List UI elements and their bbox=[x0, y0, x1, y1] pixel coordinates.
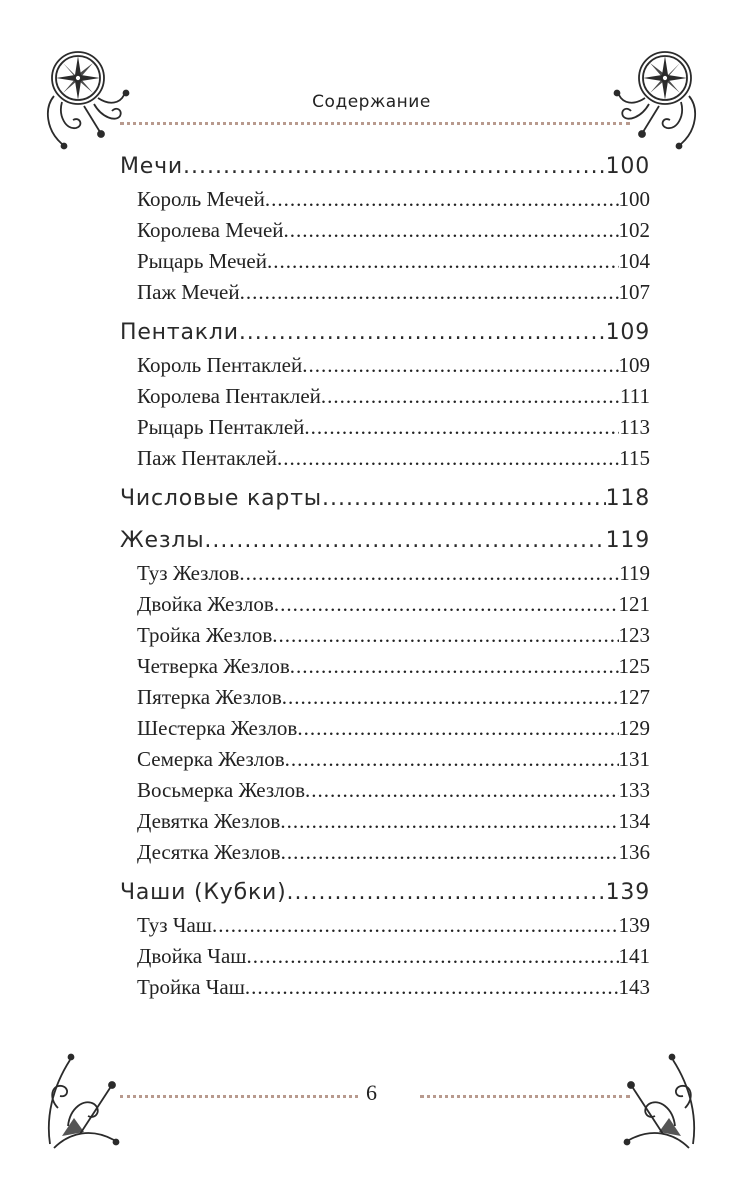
dot-leader bbox=[297, 713, 618, 744]
toc-section bbox=[120, 482, 650, 516]
toc-entry-title: Король Пентаклей bbox=[137, 353, 303, 377]
toc-entry-title: Восьмерка Жезлов bbox=[137, 778, 306, 802]
toc-entry-title: Шестерка Жезлов bbox=[137, 716, 298, 740]
toc-entry-page: 109 bbox=[618, 353, 650, 377]
toc-entry[interactable] bbox=[120, 558, 650, 589]
toc-entry-page: 136 bbox=[618, 840, 650, 864]
toc-entry-page: 131 bbox=[618, 747, 650, 771]
toc-entry-page: 139 bbox=[618, 913, 650, 937]
toc-section-heading[interactable] bbox=[120, 150, 650, 184]
toc-entry-title: Тройка Жезлов bbox=[137, 623, 273, 647]
toc-entry-title: Паж Мечей bbox=[137, 280, 240, 304]
toc-section-heading[interactable] bbox=[120, 876, 650, 910]
toc-entry-title: Король Мечей bbox=[137, 187, 265, 211]
dot-leader bbox=[305, 775, 618, 806]
toc-entry-page: 143 bbox=[618, 975, 650, 999]
toc-entry[interactable] bbox=[120, 972, 650, 1003]
toc-entry-title: Двойка Чаш bbox=[137, 944, 247, 968]
toc-entry[interactable] bbox=[120, 277, 650, 308]
toc-entry-title: Рыцарь Пентаклей bbox=[137, 415, 305, 439]
toc-entry-page: 134 bbox=[618, 809, 650, 833]
toc-entry-page: 123 bbox=[618, 623, 650, 647]
running-header-title: Содержание bbox=[312, 92, 431, 112]
dot-leader bbox=[204, 524, 605, 558]
dot-leader bbox=[321, 381, 620, 412]
dot-leader bbox=[284, 215, 619, 246]
dot-leader bbox=[212, 910, 619, 941]
toc-entry[interactable] bbox=[120, 744, 650, 775]
toc-entry-page: 127 bbox=[618, 685, 650, 709]
dot-leader bbox=[239, 316, 606, 350]
toc-entry-page: 121 bbox=[618, 592, 650, 616]
dot-leader bbox=[285, 744, 619, 775]
header-divider bbox=[120, 122, 630, 125]
toc-section-title: Чаши (Кубки) bbox=[120, 880, 287, 905]
dot-leader bbox=[274, 589, 619, 620]
section-gap bbox=[120, 474, 650, 482]
toc-entry-title: Семерка Жезлов bbox=[137, 747, 285, 771]
toc-entry-title: Пятерка Жезлов bbox=[137, 685, 282, 709]
toc-entry-title: Туз Чаш bbox=[137, 913, 212, 937]
toc-section-page: 139 bbox=[605, 880, 650, 905]
toc-entry[interactable] bbox=[120, 806, 650, 837]
toc-entry-title: Королева Пентаклей bbox=[137, 384, 321, 408]
toc-section-title: Пентакли bbox=[120, 320, 239, 345]
toc-entry[interactable] bbox=[120, 381, 650, 412]
toc-entry[interactable] bbox=[120, 713, 650, 744]
toc-entry[interactable] bbox=[120, 589, 650, 620]
toc-entry-page: 141 bbox=[618, 944, 650, 968]
toc-entry-page: 125 bbox=[618, 654, 650, 678]
toc-entry[interactable] bbox=[120, 941, 650, 972]
dot-leader bbox=[277, 443, 619, 474]
toc-entry-page: 119 bbox=[619, 561, 650, 585]
toc-section-heading[interactable] bbox=[120, 524, 650, 558]
dot-leader bbox=[302, 350, 618, 381]
toc-entry-title: Туз Жезлов bbox=[137, 561, 240, 585]
dot-leader bbox=[290, 651, 619, 682]
toc-entry[interactable] bbox=[120, 412, 650, 443]
toc-entry-page: 129 bbox=[618, 716, 650, 740]
toc-entry[interactable] bbox=[120, 443, 650, 474]
toc-section-title: Числовые карты bbox=[120, 486, 322, 511]
dot-leader bbox=[267, 246, 619, 277]
toc-section-title: Жезлы bbox=[120, 528, 205, 553]
toc-entry-page: 107 bbox=[618, 280, 650, 304]
toc-section-page: 118 bbox=[605, 486, 650, 511]
toc-entry-title: Девятка Жезлов bbox=[137, 809, 281, 833]
dot-leader bbox=[239, 558, 619, 589]
toc-entry-page: 113 bbox=[619, 415, 650, 439]
toc-entry[interactable] bbox=[120, 682, 650, 713]
toc-entry[interactable] bbox=[120, 910, 650, 941]
toc-entry-page: 133 bbox=[618, 778, 650, 802]
toc-entry[interactable] bbox=[120, 620, 650, 651]
toc-entry-page: 104 bbox=[618, 249, 650, 273]
toc-entry-title: Рыцарь Мечей bbox=[137, 249, 267, 273]
footer-divider-right bbox=[420, 1095, 630, 1098]
toc-section-page: 119 bbox=[605, 528, 650, 553]
section-gap bbox=[120, 516, 650, 524]
toc-section-title: Мечи bbox=[120, 154, 184, 179]
dot-leader bbox=[280, 806, 618, 837]
page-number: 6 bbox=[366, 1080, 377, 1105]
toc-entry-page: 115 bbox=[619, 446, 650, 470]
dot-leader bbox=[281, 837, 619, 868]
dot-leader bbox=[272, 620, 618, 651]
table-of-contents bbox=[120, 150, 650, 1003]
toc-entry-page: 102 bbox=[618, 218, 650, 242]
toc-section-heading[interactable] bbox=[120, 316, 650, 350]
dot-leader bbox=[282, 682, 619, 713]
toc-section-page: 109 bbox=[605, 320, 650, 345]
toc-section bbox=[120, 150, 650, 308]
dot-leader bbox=[322, 482, 606, 516]
toc-entry[interactable] bbox=[120, 215, 650, 246]
section-gap bbox=[120, 868, 650, 876]
toc-entry[interactable] bbox=[120, 350, 650, 381]
section-gap bbox=[120, 308, 650, 316]
toc-entry-page: 111 bbox=[620, 384, 650, 408]
toc-entry-page: 100 bbox=[618, 187, 650, 211]
toc-entry[interactable] bbox=[120, 246, 650, 277]
dot-leader bbox=[265, 184, 619, 215]
toc-section-page: 100 bbox=[605, 154, 650, 179]
dot-leader bbox=[245, 972, 619, 1003]
dot-leader bbox=[246, 941, 618, 972]
toc-section bbox=[120, 876, 650, 1003]
toc-entry[interactable] bbox=[120, 651, 650, 682]
toc-entry-title: Паж Пентаклей bbox=[137, 446, 277, 470]
toc-section-heading[interactable] bbox=[120, 482, 650, 516]
dot-leader bbox=[240, 277, 619, 308]
toc-entry[interactable] bbox=[120, 184, 650, 215]
toc-entry-title: Королева Мечей bbox=[137, 218, 284, 242]
toc-entry-title: Четверка Жезлов bbox=[137, 654, 290, 678]
toc-section bbox=[120, 524, 650, 868]
toc-entry-title: Тройка Чаш bbox=[137, 975, 245, 999]
toc-entry-title: Десятка Жезлов bbox=[137, 840, 281, 864]
toc-section bbox=[120, 316, 650, 474]
dot-leader bbox=[183, 150, 606, 184]
dot-leader bbox=[287, 876, 606, 910]
toc-entry-title: Двойка Жезлов bbox=[137, 592, 274, 616]
toc-entry[interactable] bbox=[120, 837, 650, 868]
dot-leader bbox=[304, 412, 619, 443]
toc-entry[interactable] bbox=[120, 775, 650, 806]
